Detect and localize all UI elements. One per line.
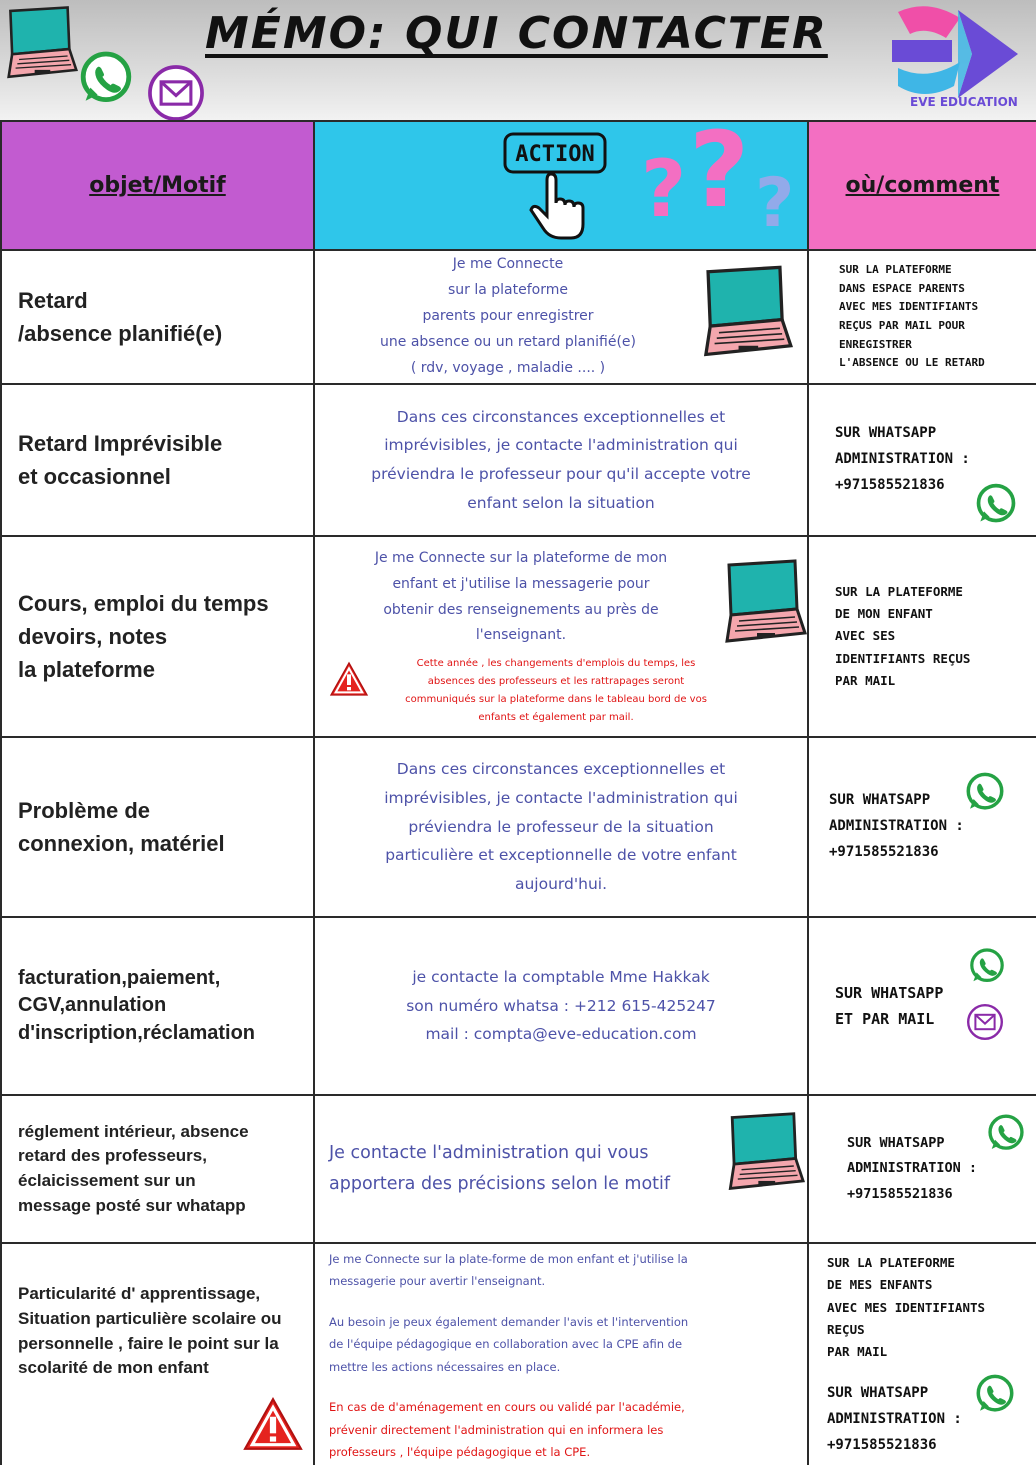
where-text: ADMINISTRATION :	[827, 1411, 962, 1428]
motif-cell	[1, 384, 314, 536]
whatsapp-icon[interactable]	[973, 1372, 1017, 1416]
motif-text: /absence planifié(e)	[18, 321, 223, 346]
where-cell	[808, 250, 1036, 384]
action-text: Dans ces circonstances exceptionnelles et	[396, 760, 726, 779]
action-text: son numéro whatsa : +212 615-425247	[406, 996, 716, 1015]
where-text: AVEC SES	[835, 628, 896, 644]
where-text: REÇUS	[827, 1321, 865, 1337]
page-header	[0, 0, 1036, 120]
where-text: SUR WHATSAPP	[847, 1134, 945, 1151]
action-text: Je me Connecte sur la plate-forme de mon enfant et j'utilise la	[329, 1252, 688, 1266]
where-text: L'ABSENCE OU LE RETARD	[839, 356, 985, 370]
where-text: ENREGISTRER	[839, 337, 912, 351]
where-text: ET PAR MAIL	[835, 1010, 935, 1028]
motif-text: Situation particulière scolaire ou	[18, 1308, 282, 1328]
action-text: l'enseignant.	[475, 627, 567, 644]
action-text: imprévisibles, je contacte l'administration qui	[384, 436, 738, 455]
where-text: ADMINISTRATION :	[847, 1160, 978, 1177]
svg-text:?: ?	[641, 145, 687, 235]
action-text: ( rdv, voyage , maladie .... )	[410, 359, 606, 376]
where-text: DE MON ENFANT	[835, 606, 933, 622]
mail-icon[interactable]	[965, 1002, 1005, 1042]
action-cell	[314, 384, 808, 536]
table-row	[1, 917, 1036, 1095]
where-text: ADMINISTRATION :	[829, 818, 964, 835]
motif-text: la plateforme	[18, 657, 155, 682]
motif-text: et occasionnel	[18, 464, 171, 489]
action-cell	[314, 1095, 808, 1243]
action-text: imprévisibles, je contacte l'administration qui	[384, 788, 738, 807]
motif-text: facturation,paiement,	[18, 966, 221, 989]
warning-text: Cette année , les changements d'emplois du temps, les	[416, 658, 696, 670]
table-row	[1, 737, 1036, 917]
motif-text: Retard	[18, 288, 88, 313]
where-text: +971585521836	[827, 1437, 937, 1454]
where-text: SUR LA PLATEFORME	[839, 262, 952, 276]
table-row	[1, 1095, 1036, 1243]
page-title: MÉMO: QUI CONTACTER	[205, 8, 828, 59]
action-text: enfant selon la situation	[467, 493, 655, 512]
motif-text: Particularité d' apprentissage,	[18, 1283, 261, 1303]
column-header-motif: objet/Motif	[89, 173, 226, 198]
where-cell	[808, 917, 1036, 1095]
where-text: SUR WHATSAPP	[827, 1385, 929, 1402]
table-row	[1, 384, 1036, 536]
where-cell	[808, 1243, 1036, 1465]
warning-icon	[240, 1396, 306, 1452]
action-button-icon	[501, 130, 611, 242]
where-text: AVEC MES IDENTIFIANTS	[839, 300, 979, 314]
action-text: messagerie pour avertir l'enseignant.	[329, 1274, 546, 1289]
where-cell	[808, 1095, 1036, 1243]
action-cell	[314, 737, 808, 917]
where-text: PAR MAIL	[835, 672, 896, 688]
where-text: DE MES ENFANTS	[827, 1277, 933, 1293]
motif-text: Cours, emploi du temps	[18, 591, 269, 616]
motif-text: éclaicissement sur un	[18, 1171, 196, 1190]
motif-text: Retard Imprévisible	[18, 431, 223, 456]
action-text: Je me Connecte sur la plateforme de mon	[374, 549, 668, 566]
where-text: +971585521836	[835, 476, 945, 493]
action-text: sur la plateforme	[447, 282, 568, 299]
where-text: +971585521836	[829, 843, 939, 860]
where-text: IDENTIFIANTS REÇUS	[835, 650, 971, 666]
motif-text: CGV,annulation	[18, 994, 167, 1017]
warning-text: absences des professeurs et les rattrapages seront	[427, 676, 685, 688]
action-text: je contacte la comptable Mme Hakkak	[412, 967, 710, 986]
laptop-icon	[695, 263, 793, 361]
action-text: particulière et exceptionnelle de votre enfant	[385, 846, 737, 865]
svg-text:?: ?	[689, 122, 750, 231]
motif-cell	[1, 250, 314, 384]
action-text: aujourd'hui.	[514, 875, 608, 893]
where-text: SUR WHATSAPP	[835, 425, 937, 442]
header-cell-motif	[1, 121, 314, 250]
motif-text: scolarité de mon enfant	[18, 1358, 209, 1378]
laptop-icon	[0, 4, 78, 82]
table-header-row	[1, 121, 1036, 250]
warning-text: enfants et également par mail.	[478, 712, 634, 724]
mail-icon	[145, 62, 207, 124]
action-text: préviendra le professeur pour qu'il accepte votre	[371, 465, 751, 483]
motif-text: d'inscription,réclamation	[18, 1021, 256, 1044]
action-text: mettre les actions nécessaires en place.	[329, 1359, 561, 1374]
where-cell	[808, 536, 1036, 737]
action-text: une absence ou un retard planifié(e)	[380, 333, 636, 350]
logo-text: EVE EDUCATION	[910, 95, 1018, 109]
motif-text: devoirs, notes	[18, 624, 168, 649]
action-text: apportera des précisions selon le motif	[329, 1174, 671, 1194]
action-text: Au besoin je peux également demander l'avis et l'intervention	[329, 1314, 689, 1329]
warning-text: communiqués sur la plateforme dans le tableau bord de vos	[405, 694, 707, 706]
svg-text:?: ?	[755, 164, 795, 240]
action-text: Dans ces circonstances exceptionnelles et	[396, 407, 726, 426]
whatsapp-icon[interactable]	[985, 1112, 1027, 1154]
whatsapp-icon[interactable]	[963, 770, 1007, 814]
motif-text: Problème de	[18, 798, 151, 823]
action-text: Je contacte l'administration qui vous	[329, 1142, 649, 1163]
motif-cell	[1, 737, 314, 917]
motif-text: réglement intérieur, absence	[18, 1121, 249, 1141]
table-row	[1, 1243, 1036, 1465]
table-row	[1, 250, 1036, 384]
where-text: SUR WHATSAPP	[829, 792, 931, 809]
action-text: enfant et j'utilise la messagerie pour	[392, 575, 650, 592]
warning-text: prévenir directement l'administration qui en informera les	[329, 1422, 664, 1437]
warning-text: En cas de d'aménagement en cours ou validé par l'académie,	[329, 1400, 685, 1415]
motif-text: personnelle , faire le point sur la	[18, 1333, 279, 1353]
whatsapp-icon	[76, 48, 136, 108]
action-cell	[314, 250, 808, 384]
where-cell	[808, 737, 1036, 917]
motif-text: message posté sur whatapp	[18, 1195, 246, 1215]
where-text: PAR MAIL	[827, 1344, 888, 1359]
where-text: ADMINISTRATION :	[835, 451, 970, 468]
action-cell	[314, 536, 808, 737]
header-cell-action	[314, 121, 808, 250]
motif-cell	[1, 1243, 314, 1465]
action-cell	[314, 1243, 808, 1465]
motif-cell	[1, 917, 314, 1095]
where-text: DANS ESPACE PARENTS	[839, 281, 965, 295]
where-text: SUR WHATSAPP	[835, 983, 944, 1002]
memo-table	[0, 120, 1036, 1465]
action-text: obtenir des renseignements au près de	[383, 601, 659, 618]
action-text: parents pour enregistrer	[422, 308, 594, 325]
warning-icon	[329, 661, 369, 697]
action-text: Je me Connecte	[452, 256, 564, 273]
whatsapp-icon[interactable]	[973, 481, 1019, 527]
warning-text: professeurs , l'équipe pédagogique et la CPE.	[329, 1444, 591, 1459]
table-row	[1, 536, 1036, 737]
question-marks-icon	[637, 122, 809, 240]
header-cell-where	[808, 121, 1036, 250]
column-header-where: où/comment	[845, 173, 1000, 198]
motif-cell	[1, 1095, 314, 1243]
action-label: ACTION	[515, 142, 595, 167]
where-text: REÇUS PAR MAIL POUR	[839, 319, 965, 332]
where-text: SUR LA PLATEFORME	[835, 583, 963, 599]
action-text: mail : compta@eve-education.com	[425, 1025, 697, 1044]
where-cell	[808, 384, 1036, 536]
action-cell	[314, 917, 808, 1095]
where-text: +971585521836	[847, 1185, 953, 1202]
where-text: SUR LA PLATEFORME	[827, 1255, 955, 1270]
motif-cell	[1, 536, 314, 737]
whatsapp-icon[interactable]	[967, 946, 1007, 986]
motif-text: connexion, matériel	[18, 831, 225, 856]
action-text: préviendra le professeur de la situation	[408, 817, 714, 836]
laptop-icon	[717, 557, 807, 647]
laptop-icon	[721, 1110, 805, 1194]
motif-text: retard des professeurs,	[18, 1146, 207, 1166]
action-text: de l'équipe pédagogique en collaboration avec la CPE afin de	[329, 1337, 683, 1352]
where-text: AVEC MES IDENTIFIANTS	[827, 1299, 986, 1315]
